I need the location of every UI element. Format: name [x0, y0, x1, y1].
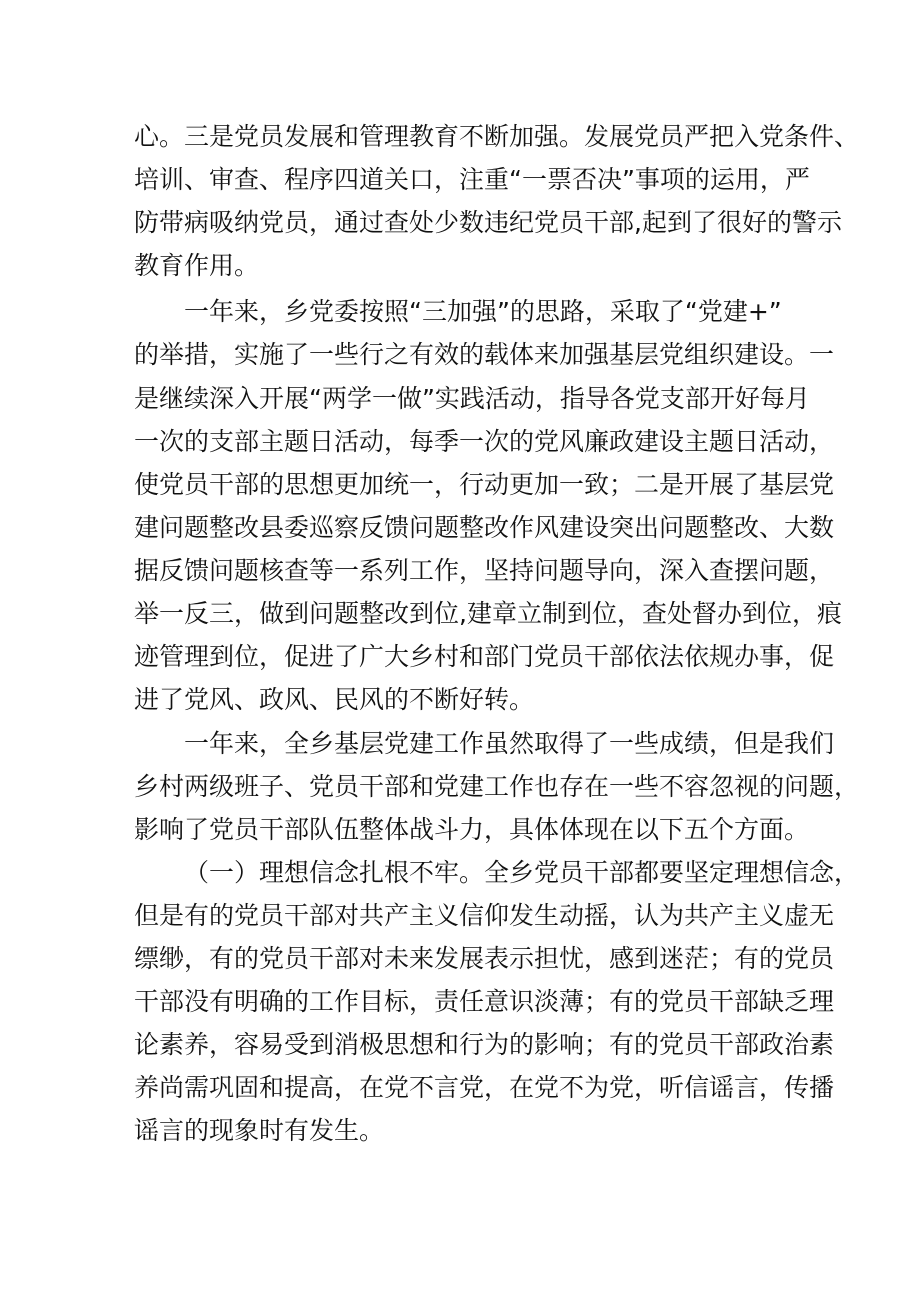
text-line: 乡村两级班子、党员干部和党建工作也存在一些不容忽视的问题，: [134, 772, 860, 801]
text-line: 影响了党员干部队伍整体战斗力，具体体现在以下五个方面。: [134, 815, 810, 844]
text-line: 防带病吸纳党员，通过查处少数违纪党员干部,起到了很好的警示: [134, 208, 842, 237]
text-line: 但是有的党员干部对共产主义信仰发生动摇，认为共产主义虚无: [134, 901, 835, 930]
paragraph-first-line: 一年来，全乡基层党建工作虽然取得了一些成绩，但是我们: [184, 729, 835, 758]
text-line: 论素养，容易受到消极思想和行为的影响；有的党员干部政治素: [134, 1030, 835, 1059]
text-line: 进了党风、政风、民风的不断好转。: [134, 685, 535, 714]
text-line: 是继续深入开展“两学一做”实践活动，指导各党支部开好每月: [134, 384, 810, 413]
text-line: 缥缈，有的党员干部对未来发展表示担忧，感到迷茫；有的党员: [134, 944, 835, 973]
text-line: 举一反三，做到问题整改到位,建章立制到位，查处督办到位，痕: [134, 599, 842, 628]
text-line: 谣言的现象时有发生。: [134, 1116, 385, 1145]
text-line: 培训、审查、程序四道关口，注重“一票否决”事项的运用，严: [134, 165, 810, 194]
paragraph-first-line: 一年来，乡党委按照“三加强”的思路，采取了“党建+”: [184, 297, 782, 326]
section-heading-line: （一）理想信念扎根不牢。全乡党员干部都要坚定理想信念，: [184, 858, 860, 887]
text-line: 养尚需巩固和提高，在党不言党，在党不为党，听信谣言，传播: [134, 1073, 835, 1102]
text-line: 建问题整改县委巡察反馈问题整改作风建设突出问题整改、大数: [134, 513, 835, 542]
text-line: 使党员干部的思想更加统一，行动更加一致；二是开展了基层党: [134, 470, 835, 499]
text-line: 的举措，实施了一些行之有效的载体来加强基层党组织建设。一: [134, 340, 835, 369]
text-line: 一次的支部主题日活动，每季一次的党风廉政建设主题日活动，: [134, 427, 835, 456]
text-line: 据反馈问题核查等一系列工作，坚持问题导向，深入查摆问题，: [134, 556, 835, 585]
text-line: 干部没有明确的工作目标，责任意识淡薄；有的党员干部缺乏理: [134, 987, 835, 1016]
text-line: 教育作用。: [134, 251, 260, 280]
text-line: 心。三是党员发展和管理教育不断加强。发展党员严把入党条件、: [134, 122, 860, 151]
text-line: 迹管理到位，促进了广大乡村和部门党员干部依法依规办事，促: [134, 642, 835, 671]
